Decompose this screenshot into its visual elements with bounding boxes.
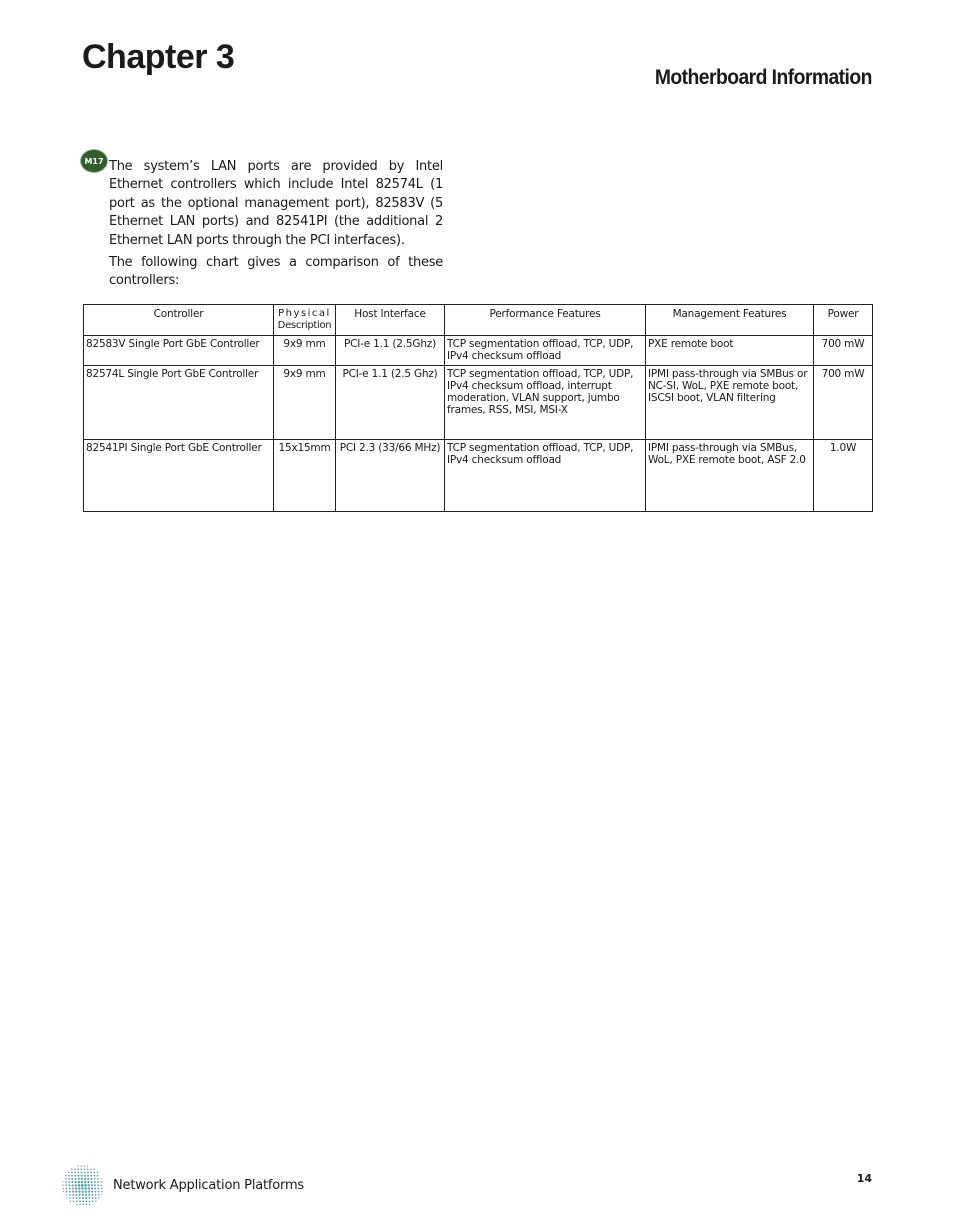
cell-power: 1.0W xyxy=(814,440,873,512)
intro-paragraph-1: The system’s LAN ports are provided by Intel Ethernet controllers which include Intel 82574L (1 port as the optional management port), 82583V (5 Ethernet LAN ports) and 82541PI (the additional 2 Ethernet LAN ports through the PCI interfaces). xyxy=(109,159,443,248)
cell-management: IPMI pass-through via SMBus or NC-SI, WoL, PXE remote boot, ISCSI boot, VLAN filtering xyxy=(646,366,814,440)
header-physical-description xyxy=(274,305,336,336)
intro-text xyxy=(109,158,443,295)
section-title: Motherboard Information xyxy=(655,66,872,89)
cell-management: PXE remote boot xyxy=(646,336,814,366)
header-description: Description xyxy=(277,320,332,331)
page-number: 14 xyxy=(856,1172,872,1185)
table-row xyxy=(84,366,873,440)
table-header-row xyxy=(84,305,873,336)
header-controller: Controller xyxy=(84,305,274,336)
table-row xyxy=(84,336,873,366)
globe-dots-icon xyxy=(60,1163,106,1213)
header-performance-features: Performance Features xyxy=(445,305,646,336)
cell-controller: 82583V Single Port GbE Controller xyxy=(84,336,274,366)
cell-management: IPMI pass-through via SMBus, WoL, PXE remote boot, ASF 2.0 xyxy=(646,440,814,512)
cell-host-interface: PCI-e 1.1 (2.5 Ghz) xyxy=(336,366,445,440)
cell-physical: 9x9 mm xyxy=(274,366,336,440)
cell-performance: TCP segmentation offload, TCP, UDP, IPv4 checksum offload, interrupt moderation, VLAN support, jumbo frames, RSS, MSI, MSI-X xyxy=(445,366,646,440)
table-row xyxy=(84,440,873,512)
chapter-title: Chapter 3 xyxy=(82,38,235,76)
header-physical: Physical xyxy=(278,308,331,319)
cell-controller: 82574L Single Port GbE Controller xyxy=(84,366,274,440)
header-host-interface: Host Interface xyxy=(336,305,445,336)
header-management-features: Management Features xyxy=(646,305,814,336)
cell-performance: TCP segmentation offload, TCP, UDP, IPv4 checksum offload xyxy=(445,336,646,366)
cell-physical: 15x15mm xyxy=(274,440,336,512)
marker-badge: M17 xyxy=(81,150,107,172)
cell-power: 700 mW xyxy=(814,366,873,440)
cell-controller: 82541PI Single Port GbE Controller xyxy=(84,440,274,512)
controller-comparison-table xyxy=(83,304,873,512)
cell-power: 700 mW xyxy=(814,336,873,366)
cell-physical: 9x9 mm xyxy=(274,336,336,366)
cell-host-interface: PCI 2.3 (33/66 MHz) xyxy=(336,440,445,512)
cell-performance: TCP segmentation offload, TCP, UDP, IPv4 checksum offload xyxy=(445,440,646,512)
footer-text: Network Application Platforms xyxy=(113,1178,304,1193)
header-power: Power xyxy=(814,305,873,336)
intro-paragraph-2: The following chart gives a comparison of these controllers: xyxy=(109,255,443,289)
cell-host-interface: PCI-e 1.1 (2.5Ghz) xyxy=(336,336,445,366)
